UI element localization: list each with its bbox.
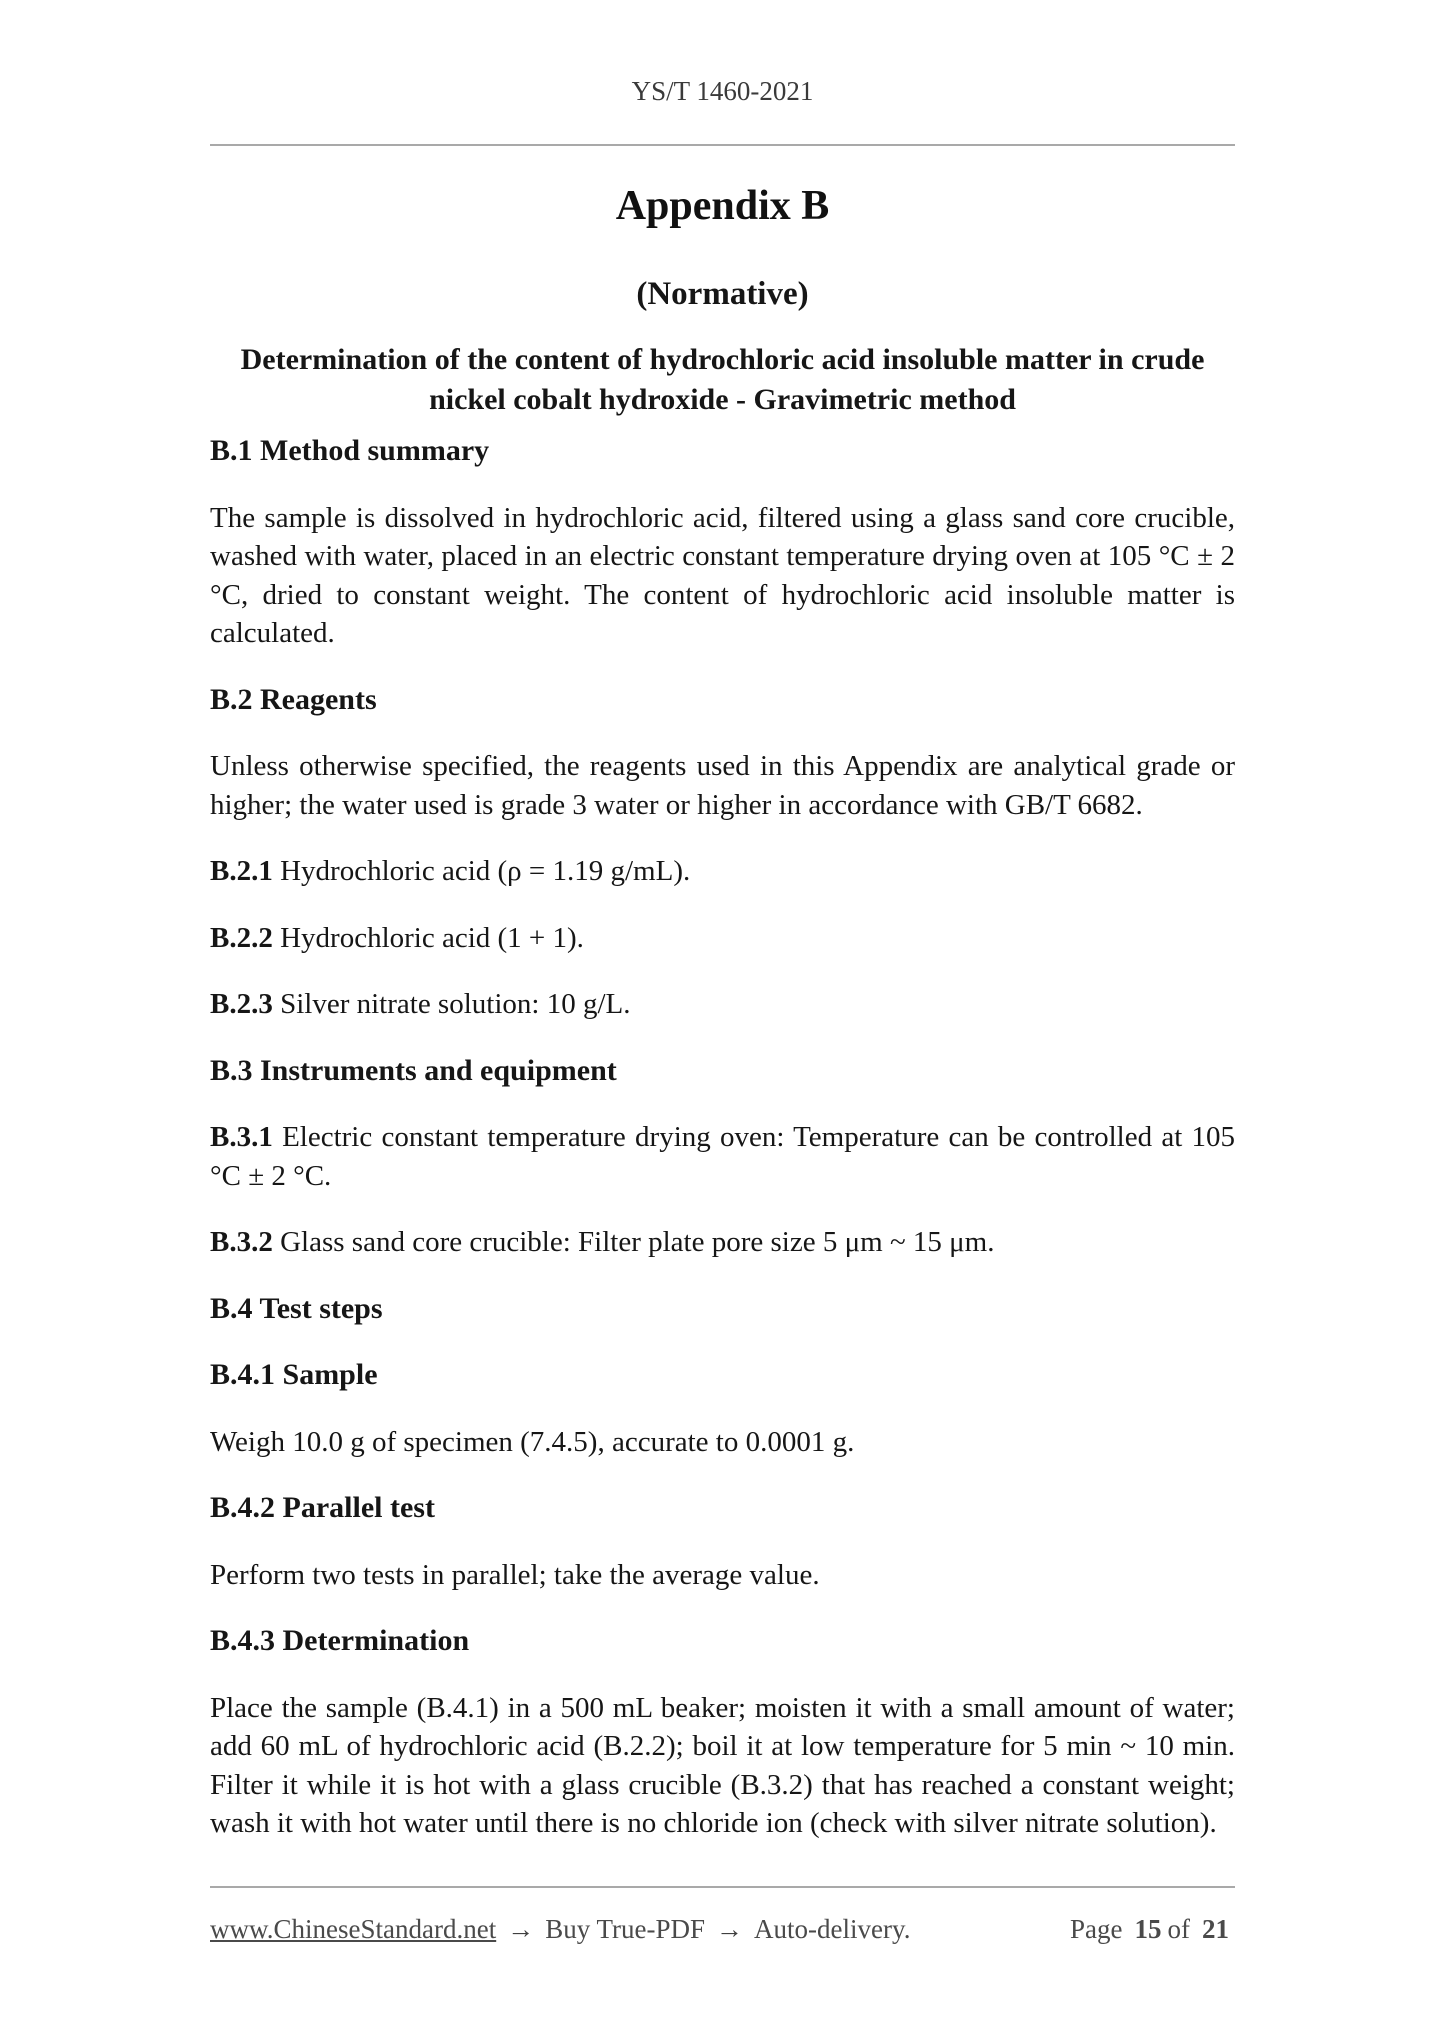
appendix-title: Appendix B <box>615 183 830 229</box>
auto-delivery-label: Auto-delivery. <box>754 1914 911 1944</box>
clause-paragraph: B.2.3 Silver nitrate solution: 10 g/L. <box>210 988 631 1020</box>
paragraph: Place the sample (B.4.1) in a 500 mL beaker; moisten it with a small amount of water; add 60 mL of hydrochloric acid (B.2.2); boil it at low temperature for 5 min ~ 10 min. Filter it while it is hot with a glass crucible (B.3.2) that has reached a constant weight; wash it with hot water until there is no chloride ion (check with silver nitrate solution). <box>210 1691 1235 1839</box>
section-heading: B.3 Instruments and equipment <box>210 1053 617 1087</box>
section-heading: B.4.1 Sample <box>210 1358 378 1391</box>
section-heading: B.2 Reagents <box>210 682 377 716</box>
clause-number: B.3.1 <box>210 1121 273 1153</box>
arrow-icon: → <box>507 1914 535 1944</box>
arrow-icon: → <box>716 1914 744 1944</box>
page-footer <box>210 1886 1235 1946</box>
paragraph: Weigh 10.0 g of specimen (7.4.5), accurate to 0.0001 g. <box>210 1425 855 1458</box>
normative-label: (Normative) <box>636 276 809 312</box>
total-pages-number: 21 <box>1202 1914 1229 1944</box>
section-heading: B.4 Test steps <box>210 1291 383 1325</box>
footer-left <box>210 1912 910 1946</box>
of-label: of <box>1167 1914 1190 1944</box>
clause-paragraph: B.2.1 Hydrochloric acid (ρ = 1.19 g/mL). <box>210 855 691 887</box>
standard-code: YS/T 1460-2021 <box>631 76 814 106</box>
section-heading: B.4.3 Determination <box>210 1624 470 1657</box>
section-heading: B.4.2 Parallel test <box>210 1491 435 1524</box>
site-link[interactable]: www.ChineseStandard.net <box>210 1914 497 1944</box>
paragraph: Perform two tests in parallel; take the average value. <box>210 1558 820 1591</box>
clause-paragraph: B.2.2 Hydrochloric acid (1 + 1). <box>210 921 584 954</box>
clause-paragraph: B.3.1 Electric constant temperature drying oven: Temperature can be controlled at 105 °C ± 2 °C. <box>210 1121 1235 1192</box>
page-indicator <box>1070 1912 1235 1946</box>
content-blocks <box>210 432 1235 1843</box>
page-label: Page <box>1070 1914 1123 1944</box>
clause-paragraph: B.3.2 Glass sand core crucible: Filter plate pore size 5 μm ~ 15 μm. <box>210 1226 995 1258</box>
document-subtitle <box>210 340 1235 420</box>
clause-number: B.2.2 <box>210 921 273 954</box>
buy-true-pdf-label: Buy True-PDF <box>545 1914 706 1944</box>
header-rule <box>210 144 1235 146</box>
section-heading: B.1 Method summary <box>210 434 490 467</box>
clause-number: B.2.3 <box>210 988 273 1020</box>
paragraph: The sample is dissolved in hydrochloric acid, filtered using a glass sand core crucible, washed with water, placed in an electric constant temperature drying oven at 105 °C ± 2 °C, dried to constant weight. The content of hydrochloric acid insoluble matter is calculated. <box>210 501 1235 649</box>
clause-number: B.3.2 <box>210 1226 273 1258</box>
subtitle-line-2: nickel cobalt hydroxide - Gravimetric method <box>429 383 1016 416</box>
paragraph: Unless otherwise specified, the reagents used in this Appendix are analytical grade or higher; the water used is grade 3 water or higher in accordance with GB/T 6682. <box>210 750 1235 821</box>
clause-number: B.2.1 <box>210 855 273 887</box>
page-header <box>210 0 1235 108</box>
current-page-number: 15 <box>1134 1914 1162 1944</box>
subtitle-line-1: Determination of the content of hydrochloric acid insoluble matter in crude <box>240 343 1205 376</box>
